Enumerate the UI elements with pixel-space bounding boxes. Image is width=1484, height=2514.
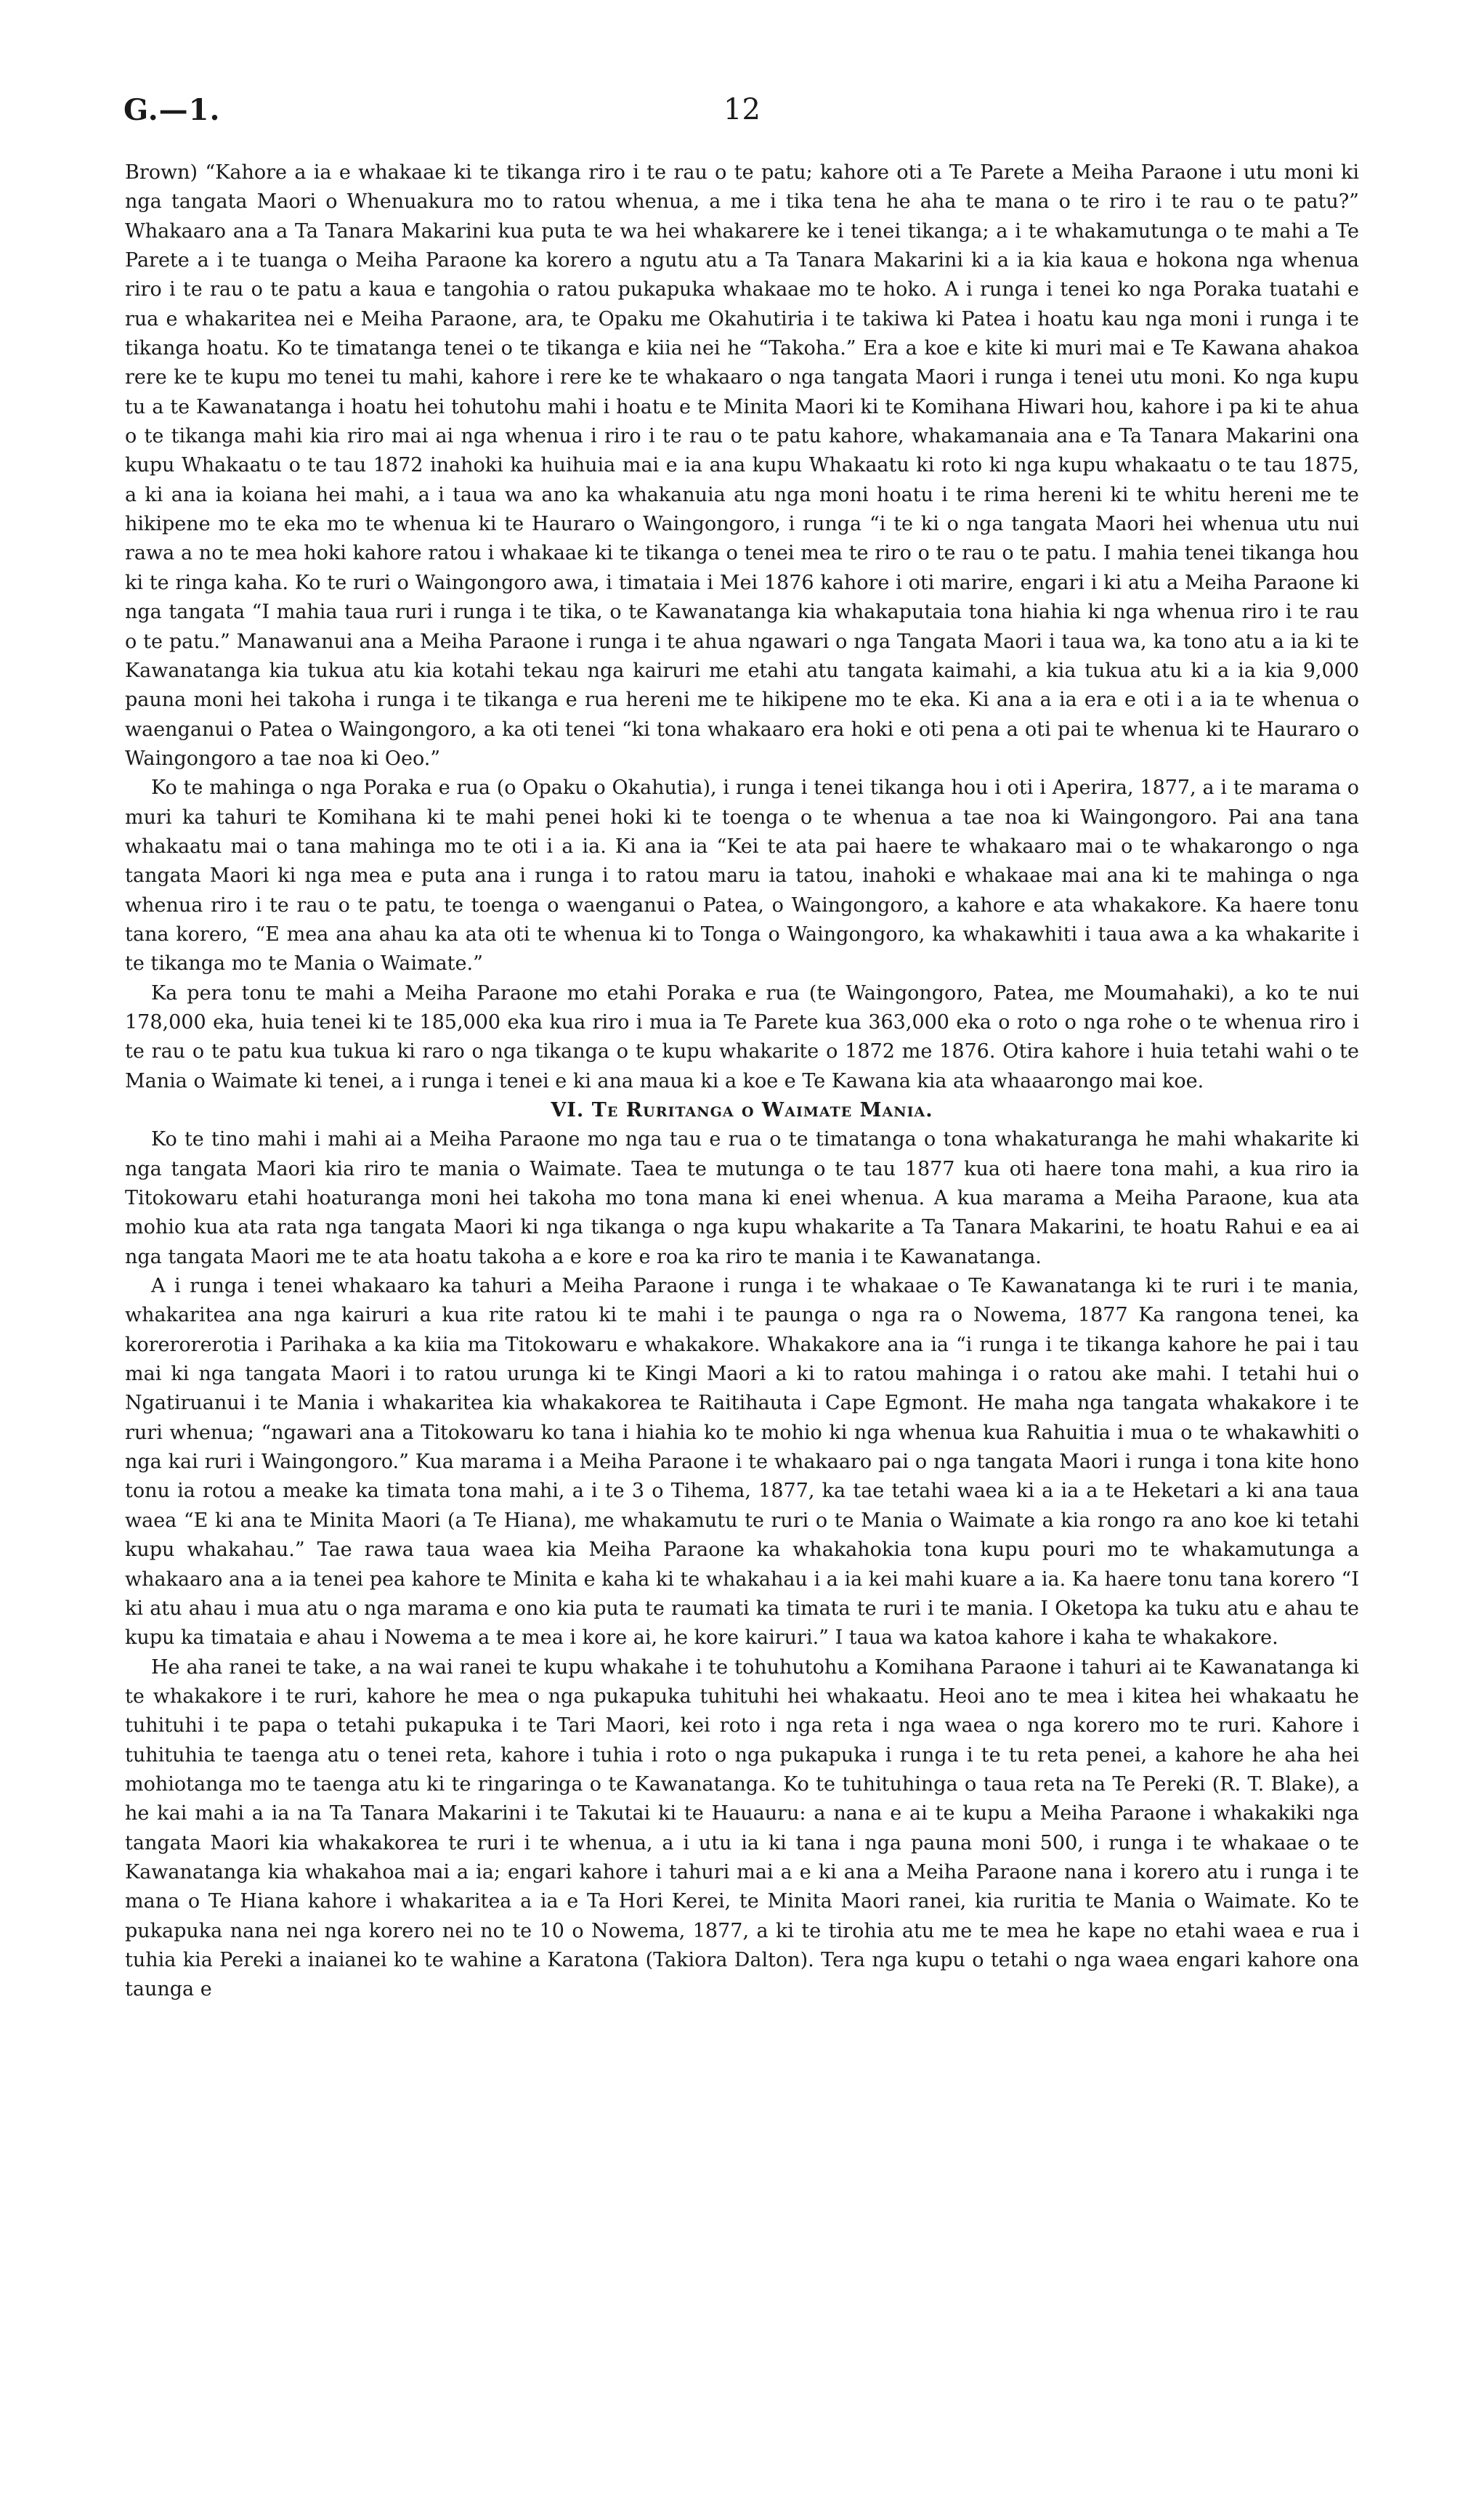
body-text: [125, 158, 1359, 2005]
paragraph: Brown) “Kahore a ia e whakaae ki te tikanga riro i te rau o te patu; kahore oti a Te Parete a Meiha Paraone i utu moni ki nga tangata Maori o Whenuakura mo to ratou whenua, a me i tika tena he aha te mana o te riro i te rau o te patu?” Whakaaro ana a Ta Tanara Makarini kua puta te wa hei whakarere ke i tenei tikanga; a i te whakamutunga o te mahi a Te Parete a i te tuanga o Meiha Paraone ka korero a ngutu atu a Ta Tanara Makarini ki a ia kia kaua e hokona nga whenua riro i te rau o te patu a kaua e tangohia o ratou pukapuka whakaae mo te hoko. A i runga i tenei ko nga Poraka tuatahi e rua e whakaritea nei e Meiha Paraone, ara, te Opaku me Okahutiria i te takiwa ki Patea i hoatu kau nga moni i runga i te tikanga hoatu. Ko te timatanga tenei o te tikanga e kiia nei he “Takoha.” Era a koe e kite ki muri mai e Te Kawana ahakoa rere ke te kupu mo tenei tu mahi, kahore i rere ke te whakaaro o nga tangata Maori i runga i tenei utu moni. Ko nga kupu tu a te Kawanatanga i hoatu hei tohutohu mahi i hoatu e te Minita Maori ki te Komihana Hiwari hou, kahore i pa ki te ahua o te tikanga mahi kia riro mai ai nga whenua i riro i te rau o te patu kahore, whakamanaia ana e Ta Tanara Makarini ona kupu Whakaatu o te tau 1872 inahoki ka huihuia mai e ia ana kupu Whakaatu ki roto ki nga kupu whakaatu o te tau 1875, a ki ana ia koiana hei mahi, a i taua wa ano ka whakanuia atu nga moni hoatu i te rima hereni ki te whitu hereni me te hikipene mo te eka mo te whenua ki te Hauraro o Waingongoro, i runga “i te ki o nga tangata Maori hei whenua utu nui rawa a no te mea hoki kahore ratou i whakaae ki te tikanga o tenei mea te riro o te rau o te patu. I mahia tenei tikanga hou ki te ringa kaha. Ko te ruri o Waingongoro awa, i timataia i Mei 1876 kahore i oti marire, engari i ki atu a Meiha Paraone ki nga tangata “I mahia taua ruri i runga i te tika, o te Kawanatanga kia whakaputaia tona hiahia ki nga whenua riro i te rau o te patu.” Manawanui ana a Meiha Paraone i runga i te ahua ngawari o nga Tangata Maori i taua wa, ka tono atu a ia ki te Kawanatanga kia tukua atu kia kotahi tekau nga kairuri me etahi atu tangata kaimahi, a kia tukua atu ki a ia kia 9,000 pauna moni hei takoha i runga i te tikanga e rua hereni me te hikipene mo te eka. Ki ana a ia era e oti i a ia te whenua o waenganui o Patea o Waingongoro, a ka oti tenei “ki tona whakaaro era hoki e oti pena a oti pai te whenua ki te Hauraro o Waingongoro a tae noa ki Oeo.”: [125, 161, 1359, 770]
paragraph: A i runga i tenei whakaaro ka tahuri a Meiha Paraone i runga i te whakaae o Te Kawanatanga ki te ruri i te mania, whakaritea ana nga kairuri a kua rite ratou ki te mahi i te paunga o nga ra o Nowema, 1877 Ka rangona tenei, ka korerorerotia i Parihaka a ka kiia ma Titokowaru e whakakore. Whakakore ana ia “i runga i te tikanga kahore he pai i tau mai ki nga tangata Maori i to ratou urunga ki te Kingi Maori a ki to ratou mahinga i o ratou ake mahi. I tetahi hui o Ngatiruanui i te Mania i whakaritea kia whakakorea te Raitihauta i Cape Egmont. He maha nga tangata whakakore i te ruri whenua; “ngawari ana a Titokowaru ko tana i hiahia ko te mohio ki nga whenua kua Rahuitia i mua o te whakawhiti o nga kai ruri i Waingongoro.” Kua marama i a Meiha Paraone i te whakaaro pai o nga tangata Maori i runga i tona kite hono tonu ia rotou a meake ka timata tona mahi, a i te 3 o Tihema, 1877, ka tae tetahi waea ki a ia a te Heketari a ki ana taua waea “E ki ana te Minita Maori (a Te Hiana), me whakamutu te ruri o te Mania o Waimate a kia rongo ra ano koe ki tetahi kupu whakahau.” Tae rawa taua waea kia Meiha Paraone ka whakahokia tona kupu pouri mo te whakamutunga a whakaaro ana a ia tenei pea kahore te Minita e kaha ki te whakahau i a ia kei mahi kuare a ia. Ka haere tonu tana korero “I ki atu ahau i mua atu o nga marama e ono kia puta te raumati ka timata te ruri i te mania. I Oketopa ka tuku atu e ahau te kupu ka timataia e ahau i Nowema a te mea i kore ai, he kore kairuri.” I taua wa katoa kahore i kaha te whakakore.: [125, 1275, 1359, 1650]
paragraph: Ko te tino mahi i mahi ai a Meiha Paraone mo nga tau e rua o te timatanga o tona whakaturanga he mahi whakarite ki nga tangata Maori kia riro te mania o Waimate. Taea te mutunga o te tau 1877 kua oti haere tona mahi, a kua riro ia Titokowaru etahi hoaturanga moni hei takoha mo tona mana ki enei whenua. A kua marama a Meiha Paraone, kua ata mohio kua ata rata nga tangata Maori ki nga tikanga o nga kupu whakarite a Ta Tanara Makarini, te hoatu Rahui e ea ai nga tangata Maori me te ata hoatu takoha a e kore e roa ka riro te mania i te Kawanatanga.: [125, 1128, 1359, 1268]
paragraph: Ko te mahinga o nga Poraka e rua (o Opaku o Okahutia), i runga i tenei tikanga hou i oti i Aperira, 1877, a i te marama o muri ka tahuri te Komihana ki te mahi penei hoki ki te toenga o te whenua a tae noa ki Waingongoro. Pai ana tana whakaatu mai o tana mahinga mo te oti i a ia. Ki ana ia “Kei te ata pai haere te whakaaro mai o te whakarongo o nga tangata Maori ki nga mea e puta ana i runga i to ratou maru ia tatou, inahoki e whakaae mai ana ki te mahinga o nga whenua riro i te rau o te patu, te toenga o waenganui o Patea, o Waingongoro, a kahore e ata whakakore. Ka haere tonu tana korero, “E mea ana ahau ka ata oti te whenua ki to Tonga o Waingongoro, ka whakawhiti i taua awa a ka whakarite i te tikanga mo te Mania o Waimate.”: [125, 776, 1359, 976]
paragraph: He aha ranei te take, a na wai ranei te kupu whakahe i te tohuhutohu a Komihana Paraone i tahuri ai te Kawanatanga ki te whakakore i te ruri, kahore he mea o nga pukapuka tuhituhi hei whakaatu. Heoi ano te mea i kitea hei whakaatu he tuhituhi i te papa o tetahi pukapuka i te Tari Maori, kei roto i nga reta i nga waea o nga korero mo te ruri. Kahore i tuhituhia te taenga atu o tenei reta, kahore i tuhia i roto o nga pukapuka i runga i te tu reta penei, a kahore he aha hei mohiotanga mo te taenga atu ki te ringaringa o te Kawanatanga. Ko te tuhituhinga o taua reta na Te Pereki (R. T. Blake), a he kai mahi a ia na Ta Tanara Makarini i te Takutai ki te Hauauru: a nana e ai te kupu a Meiha Paraone i whakakiki nga tangata Maori kia whakakorea te ruri i te whenua, a i utu ia ki tana i nga pauna moni 500, i runga i te whakaae o te Kawanatanga kia whakahoa mai a ia; engari kahore i tahuri mai a e ki ana a Meiha Paraone nana i korero atu i runga i te mana o Te Hiana kahore i whakaritea a ia e Ta Hori Kerei, te Minita Maori ranei, kia ruritia te Mania o Waimate. Ko te pukapuka nana nei nga korero nei no te 10 o Nowema, 1877, a ki te tirohia atu me te mea he kape no etahi waea e rua i tuhia kia Pereki a inaianei ko te wahine a Karatona (Takiora Dalton). Tera nga kupu o tetahi o nga waea engari kahore ona taunga e: [125, 1655, 1359, 2001]
document-id: G.—1.: [123, 93, 221, 127]
section-heading: VI. Te Ruritanga o Waimate Mania.: [551, 1099, 933, 1122]
paragraph: Ka pera tonu te mahi a Meiha Paraone mo etahi Poraka e rua (te Waingongoro, Patea, me Moumahaki), a ko te nui 178,000 eka, huia tenei ki te 185,000 eka kua riro i mua ia Te Parete kua 363,000 eka o roto o nga rohe o te whenua riro i te rau o te patu kua tukua ki raro o nga tikanga o te kupu whakarite o 1872 me 1876. Otira kahore i huia tetahi wahi o te Mania o Waimate ki tenei, a i runga i tenei e ki ana maua ki a koe e Te Kawana kia ata whaaarongo mai koe.: [125, 981, 1359, 1092]
page-number: 12: [723, 93, 761, 126]
page-header: [123, 93, 1361, 137]
